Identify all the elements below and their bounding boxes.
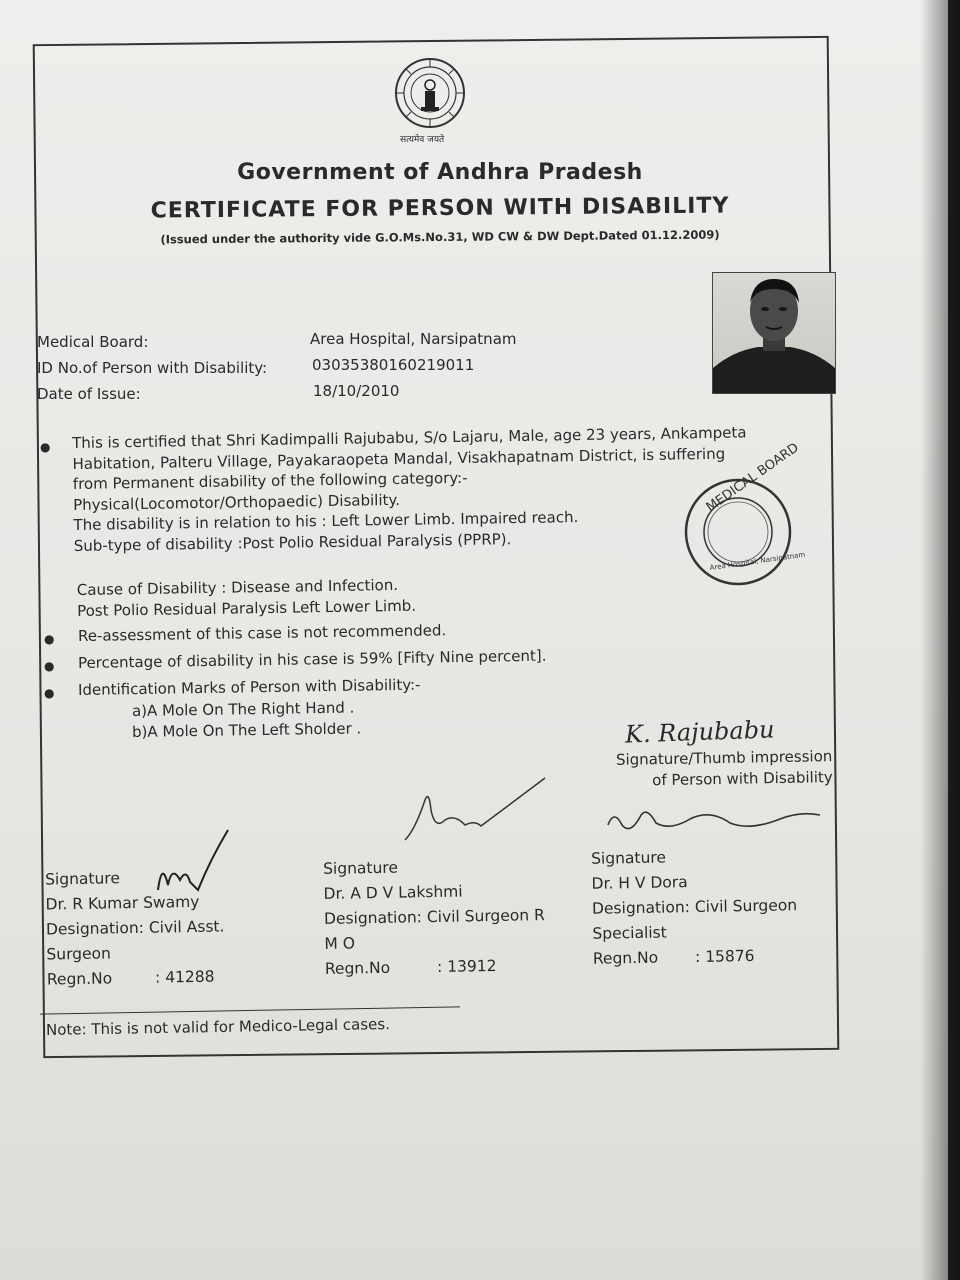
stamp-subtext: Area Hospital, Narsipatnam <box>709 550 806 572</box>
bullet-icon: ● <box>44 632 55 646</box>
medical-board-label: Medical Board: <box>37 333 149 351</box>
regn-label: Regn.No <box>46 969 113 989</box>
para-line-6: Sub-type of disability :Post Polio Residual Paralysis (PPRP). <box>73 529 512 555</box>
authority-line: (Issued under the authority vide G.O.Ms.No.31, WD CW & DW Dept.Dated 01.12.2009) <box>160 227 720 247</box>
designation-value-2: Surgeon <box>46 944 112 964</box>
mark-a: a)A Mole On The Right Hand . <box>131 698 355 720</box>
signatory-name: Dr. H V Dora <box>591 873 688 893</box>
bullet-icon: ● <box>44 659 55 673</box>
regn-label: Regn.No <box>324 958 391 978</box>
stamp-text: MEDICAL BOARD <box>703 440 802 516</box>
para-line-3: from Permanent disability of the following category:- <box>72 468 468 494</box>
date-value: 18/10/2010 <box>313 382 400 400</box>
designation-label: Designation: <box>323 908 423 928</box>
signature-label: Signature <box>322 858 399 878</box>
para-line-4: Physical(Locomotor/Orthopaedic) Disability. <box>73 490 401 514</box>
caption-line-2: of Person with Disability <box>652 767 833 789</box>
caption-line-1: Signature/Thumb impression <box>615 747 833 769</box>
bullet-icon: ● <box>44 686 55 700</box>
designation-value: Civil Surgeon <box>694 896 798 916</box>
para-line-2: Habitation, Palteru Village, Payakaraopeta Mandal, Visakhapatnam District, is suffering <box>72 444 726 473</box>
id-value: 03035380160219011 <box>312 356 475 374</box>
medical-board-value: Area Hospital, Narsipatnam <box>310 330 517 348</box>
bullet-icon: ● <box>40 440 51 454</box>
para-line-1: This is certified that Shri Kadimpalli Rajubabu, S/o Lajaru, Male, age 23 years, Ankampeta <box>72 423 747 453</box>
signatory-3 <box>591 843 798 972</box>
certificate-title: CERTIFICATE FOR PERSON WITH DISABILITY <box>150 193 730 224</box>
signature-scribble-2 <box>395 770 565 860</box>
signatory-name: Dr. R Kumar Swamy <box>45 892 200 914</box>
signatory-name: Dr. A D V Lakshmi <box>323 882 463 903</box>
date-label: Date of Issue: <box>37 385 141 403</box>
para-line-5: The disability is in relation to his : Left Lower Limb. Impaired reach. <box>73 508 579 534</box>
signature-label: Signature <box>590 848 667 868</box>
designation-value: Civil Surgeon R <box>426 906 545 927</box>
marks-heading: Identification Marks of Person with Disability:- <box>77 675 421 699</box>
page-shadow <box>920 0 960 1280</box>
designation-label: Designation: <box>591 898 691 918</box>
person-signature: K. Rajubabu <box>624 715 775 749</box>
regn-label: Regn.No <box>592 948 659 968</box>
signature-scribble-3 <box>600 795 830 845</box>
regn-value: : 41288 <box>154 967 215 987</box>
emblem-caption: सत्यमेव जयते <box>400 135 445 145</box>
percentage-text: Percentage of disability in his case is 59% [Fifty Nine percent]. <box>77 646 547 672</box>
designation-value: Civil Asst. <box>148 917 225 937</box>
signatory-1 <box>45 864 226 992</box>
signature-label: Signature <box>44 869 121 889</box>
id-label: ID No.of Person with Disability: <box>37 359 268 377</box>
government-title: Government of Andhra Pradesh <box>237 160 643 185</box>
regn-value: : 15876 <box>694 946 755 966</box>
designation-label: Designation: <box>45 918 145 939</box>
cause-line-1: Cause of Disability : Disease and Infection. <box>76 575 399 600</box>
footer-note: Note: This is not valid for Medico-Legal cases. <box>45 1015 391 1039</box>
designation-value-2: M O <box>324 934 356 953</box>
reassessment-text: Re-assessment of this case is not recommended. <box>77 621 447 645</box>
cause-line-2: Post Polio Residual Paralysis Left Lower Limb. <box>77 596 417 620</box>
signatory-2 <box>323 853 546 982</box>
regn-value: : 13912 <box>436 956 497 976</box>
mark-b: b)A Mole On The Left Sholder . <box>131 719 362 741</box>
person-signature-caption <box>612 746 833 791</box>
person-photo <box>712 272 836 394</box>
designation-value-2: Specialist <box>592 923 667 943</box>
